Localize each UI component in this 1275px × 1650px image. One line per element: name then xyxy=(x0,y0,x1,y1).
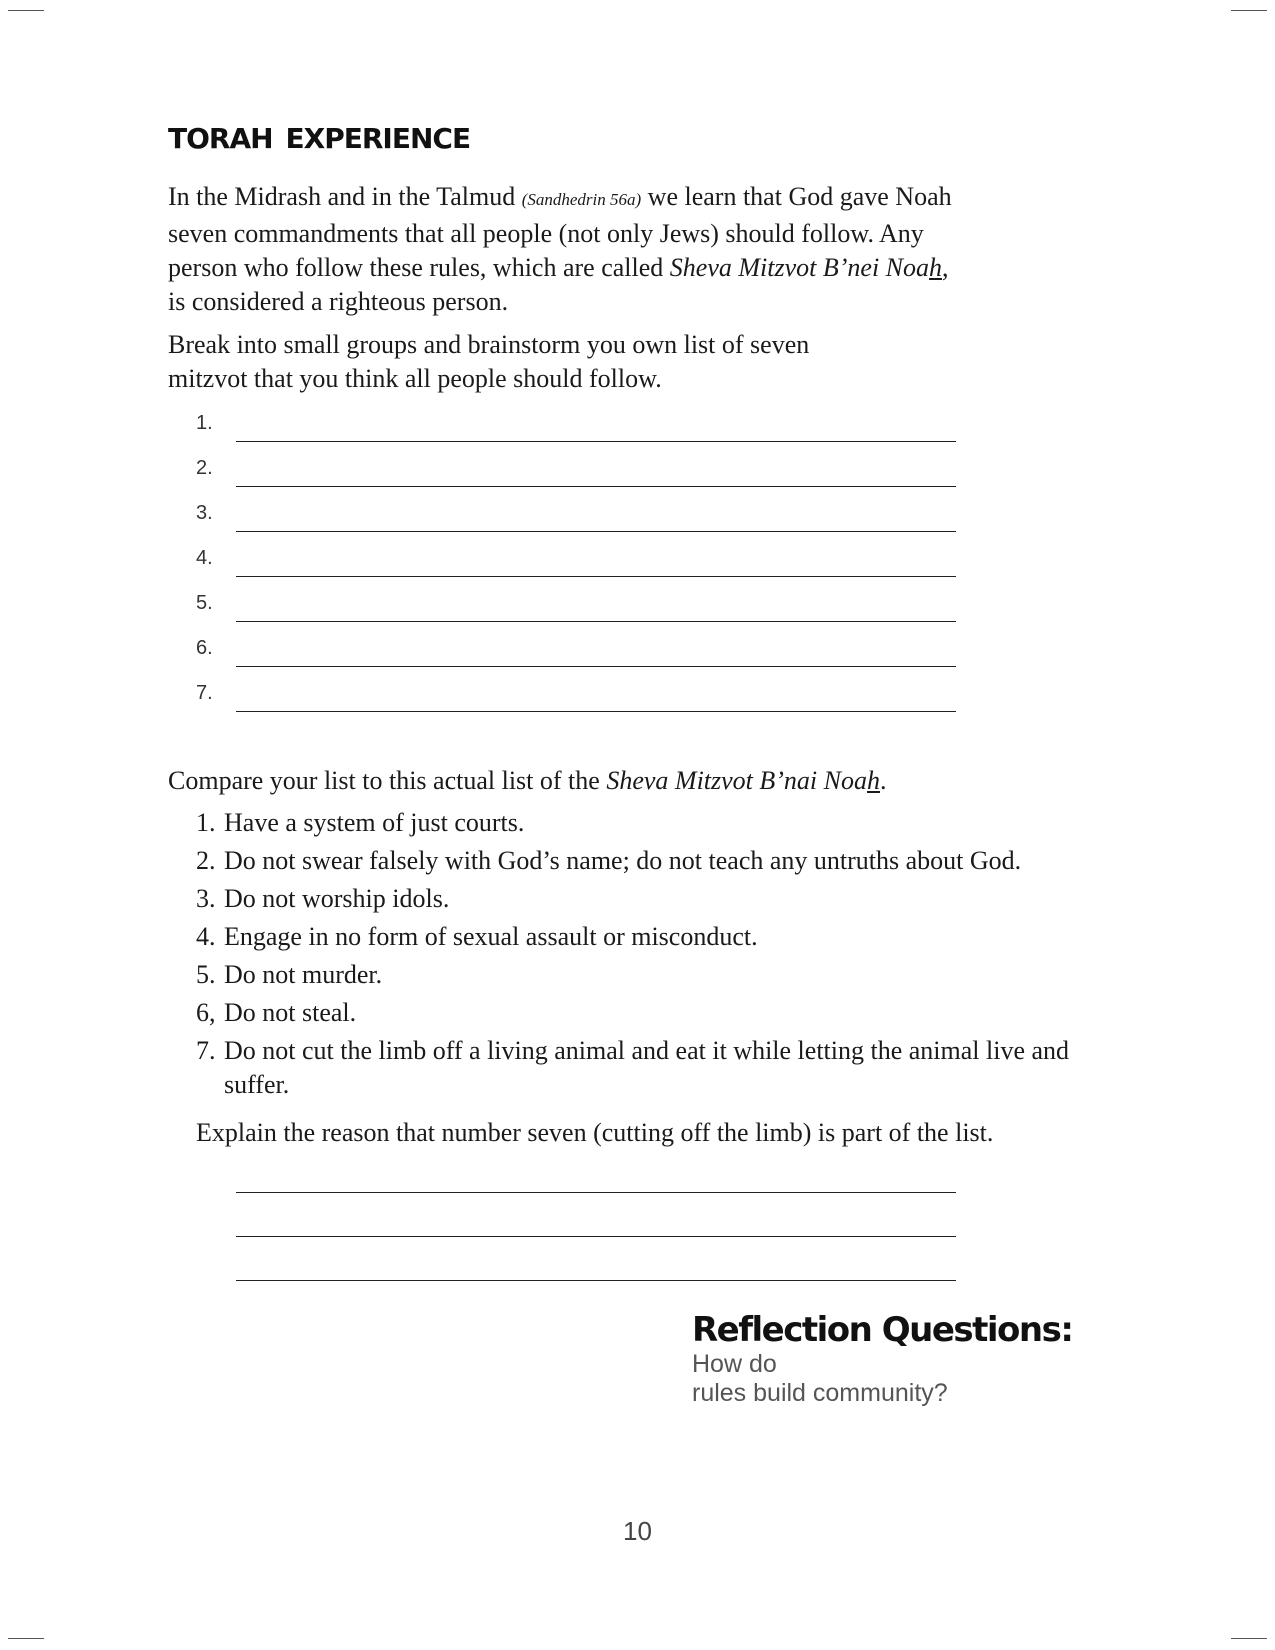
rule-text: Do not murder. xyxy=(224,960,383,989)
write-line[interactable] xyxy=(236,666,956,667)
write-line[interactable] xyxy=(236,441,956,442)
blank-line-3[interactable] xyxy=(196,502,956,532)
intro-text-2: we learn that God gave Noah seven commandments that all people (not only Jews) should follow. Any person who follow these rules, which are called xyxy=(168,182,952,282)
reflection-heading: Reflection Questions: xyxy=(692,1310,1073,1350)
list-item xyxy=(196,920,1116,954)
list-item xyxy=(196,996,1116,1030)
reflection-question-2: rules build community? xyxy=(692,1379,948,1407)
compare-term-prefix: Sheva Mitzvot B’nai Noa xyxy=(606,766,868,795)
blank-line-number: 7. xyxy=(196,682,213,704)
noahide-rules-list xyxy=(196,806,1116,1106)
blank-line-number: 2. xyxy=(196,457,213,479)
list-item xyxy=(196,844,1116,878)
blank-line-number: 1. xyxy=(196,412,213,434)
list-item xyxy=(196,882,1116,916)
rule-text: Do not worship idols. xyxy=(224,884,450,913)
rule-number: 7. xyxy=(196,1036,216,1065)
write-line[interactable] xyxy=(236,531,956,532)
blank-line-6[interactable] xyxy=(196,637,956,667)
crop-mark-top-left xyxy=(8,10,44,11)
rule-text: Have a system of just courts. xyxy=(224,808,525,837)
reflection-box xyxy=(692,1310,1092,1408)
crop-mark-top-right xyxy=(1231,10,1267,11)
write-line[interactable] xyxy=(236,486,956,487)
explain-prompt: Explain the reason that number seven (cutting off the limb) is part of the list. xyxy=(196,1118,994,1147)
crop-mark-bottom-left xyxy=(8,1638,44,1639)
page-number: 10 xyxy=(623,1516,652,1546)
list-item xyxy=(196,1034,1116,1102)
instruction-paragraph: Break into small groups and brainstorm you own list of seven mitzvot that you think all people should follow. xyxy=(168,330,810,393)
blank-line-2[interactable] xyxy=(196,457,956,487)
intro-paragraph xyxy=(168,180,968,319)
rule-number: 6, xyxy=(196,998,216,1027)
rule-number: 3. xyxy=(196,884,216,913)
compare-end: . xyxy=(880,766,887,795)
list-item xyxy=(196,958,1116,992)
intro-text-3: , is considered a righteous person. xyxy=(168,253,949,316)
blank-line-number: 3. xyxy=(196,502,213,524)
rule-text: Engage in no form of sexual assault or misconduct. xyxy=(224,922,758,951)
blank-line-number: 6. xyxy=(196,637,213,659)
intro-term-prefix: Sheva Mitzvot B’nei Noa xyxy=(669,253,930,282)
rule-text: Do not steal. xyxy=(224,998,357,1027)
compare-text: Compare your list to this actual list of the xyxy=(168,766,607,795)
blank-line-number: 5. xyxy=(196,592,213,614)
intro-term xyxy=(670,253,942,282)
list-item xyxy=(196,806,1116,840)
section-heading: torah experience xyxy=(168,112,471,158)
answer-line-3[interactable] xyxy=(236,1280,956,1281)
blank-line-1[interactable] xyxy=(196,412,956,442)
rule-text: Do not cut the limb off a living animal and eat it while letting the animal live and suffer. xyxy=(224,1036,1070,1099)
crop-mark-bottom-right xyxy=(1231,1638,1267,1639)
compare-paragraph xyxy=(168,764,968,798)
write-line[interactable] xyxy=(236,576,956,577)
write-line[interactable] xyxy=(236,711,956,712)
intro-text-1: In the Midrash and in the Talmud xyxy=(168,182,522,211)
rule-number: 1. xyxy=(196,808,216,837)
blank-line-4[interactable] xyxy=(196,547,956,577)
blank-line-7[interactable] xyxy=(196,682,956,712)
answer-line-1[interactable] xyxy=(236,1192,956,1193)
reflection-question-1: How do xyxy=(692,1350,777,1378)
blank-line-number: 4. xyxy=(196,547,213,569)
write-line[interactable] xyxy=(236,621,956,622)
citation: (Sandhedrin 56a) xyxy=(521,190,642,209)
rule-number: 2. xyxy=(196,846,216,875)
rule-number: 4. xyxy=(196,922,216,951)
blank-line-5[interactable] xyxy=(196,592,956,622)
rule-number: 5. xyxy=(196,960,216,989)
compare-term-underlined: h xyxy=(867,766,881,795)
compare-term xyxy=(606,766,880,795)
intro-term-underlined: h xyxy=(929,253,943,282)
answer-line-2[interactable] xyxy=(236,1236,956,1237)
rule-text: Do not swear falsely with God’s name; do not teach any untruths about God. xyxy=(224,846,1022,875)
